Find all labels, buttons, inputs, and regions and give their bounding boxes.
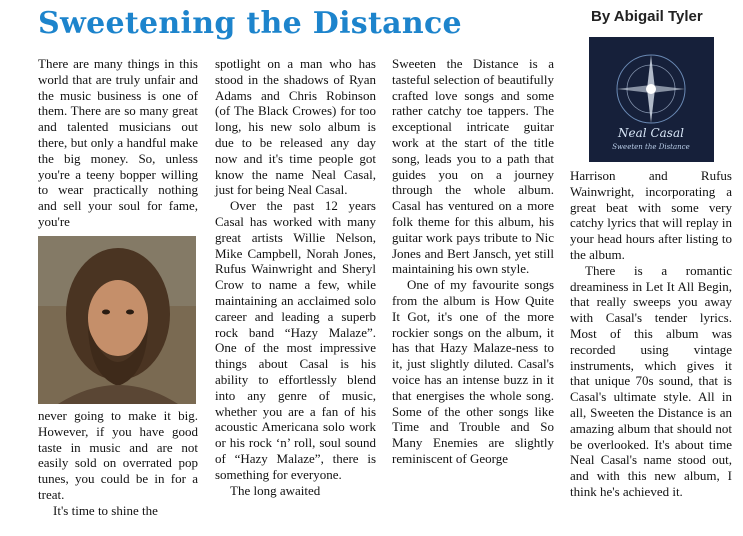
byline: By Abigail Tyler (591, 8, 703, 25)
paragraph: The long awaited (230, 482, 321, 498)
album-artist-text: Neal Casal (618, 126, 684, 140)
album-art (589, 37, 714, 162)
album-cover (589, 37, 714, 162)
portrait-illustration (38, 236, 196, 404)
paragraph: There is a romantic dreaminess in Let It All Begin, that really sweeps you away with Casal's tender lyrics. Most of this album was recorded using vintage instruments, which gives it that unique 70s sound, that is Casal's ultimate style. All in all, Sweeten the Distance is an amazing album that should not be overlooked. It's about time Neal Casal's name stood out, and with this new album, I think he's achieved it. (570, 262, 732, 499)
column-2 (215, 56, 376, 498)
paragraph: spotlight on a man who has stood in the shadows of Ryan Adams and Chris Robinson (of The Black Crowes) for too long, his new solo album is due to be released any day now and it's time people got know the name Neal Casal, just for being Neal Casal. (215, 56, 376, 198)
paragraph: Sweeten the Distance is a tasteful selection of beautifully crafted love songs and some rather catchy toe tappers. The exceptional intricate guitar work at the start of the title song, leads you to a path that guides you on a journey through the whole album. Casal has ventured on a more folk theme for this album, his guitar work pays tribute to Nic Jones and Bert Jansch, yet still maintaining his own style. (392, 56, 554, 277)
paragraph: One of my favourite songs from the album is How Quite It Got, it's one of the more rockier songs on the album, it has that Hazy Malaze-ness to it, just slightly diluted. Casal's voice has an intense buzz in it that energises the whole song. Some of the other songs like Time and Trouble and So Many Enemies are slightly reminiscent of George (392, 277, 554, 466)
paragraph: There are many things in this world that are truly unfair and the music business is one of them. There are so many great and talented musicians out there, but only a handful make the big money. So, unless you're a teeny bopper willing to wear practically nothing and sell your soul for fame, you're (38, 56, 198, 229)
column-1-bottom (38, 408, 198, 519)
paragraph: It's time to shine the (53, 502, 158, 518)
portrait-photo (38, 236, 196, 404)
paragraph: Over the past 12 years Casal has worked with many great artists Willie Nelson, Mike Campbell, Norah Jones, Rufus Wainwright and Sheryl Crow to name a few, while maintaining an acclaimed solo career and leading a superb rock band “Hazy Malaze”. One of the most impressive things about Casal is his ability to effortlessly blend into any genre of music, whether you are a fan of his acoustic Americana solo work or his rock ‘n’ roll, soul sound of “Hazy Malaze”, there is something for everyone. (215, 198, 376, 482)
column-4 (570, 168, 732, 500)
paragraph: Harrison and Rufus Wainwright, incorporating a great beat with some very catchy lyrics that will replay in your head hours after listing to the album. (570, 168, 732, 262)
column-1-top (38, 56, 198, 230)
column-3 (392, 56, 554, 467)
album-title-text: Sweeten the Distance (612, 143, 690, 151)
article-title: Sweetening the Distance (38, 6, 462, 41)
paragraph: never going to make it big. However, if you have good taste in music and are not easily sold on overrated pop tunes, you could be in for a treat. (38, 408, 198, 502)
